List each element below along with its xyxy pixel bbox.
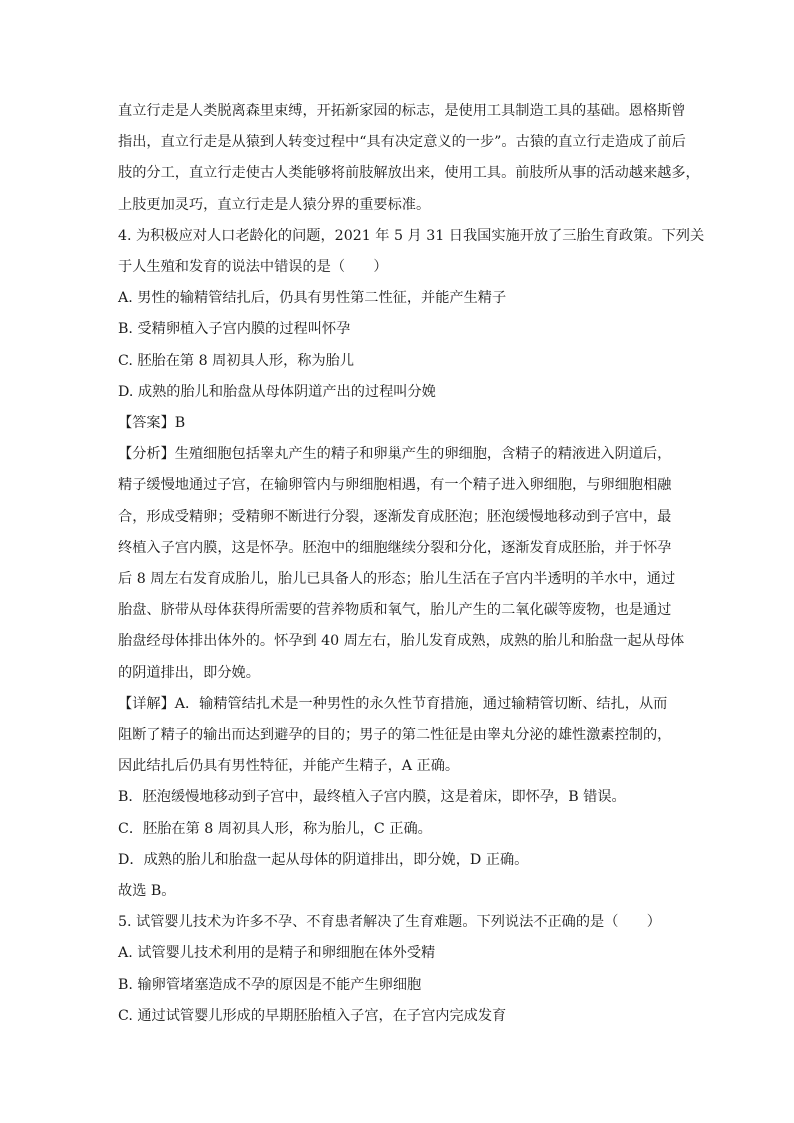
detail-paragraph	[118, 689, 708, 907]
option-c: C. 胚胎在第 8 周初具人形，称为胎儿	[118, 352, 355, 369]
question-stem-line: 于人生殖和发育的说法中错误的是（ ）	[118, 259, 388, 276]
detail-line: 阻断了精子的输出而达到避孕的目的；男子的第二性征是由睾丸分泌的雄性激素控制的，	[118, 727, 672, 744]
text-line: 指出，直立行走是从猿到人转变过程中“具有决定意义的一步”。古猿的直立行走造成了前后	[118, 134, 686, 151]
question-5	[118, 907, 708, 1032]
detail-line: 故选 B。	[118, 883, 176, 900]
option-d: D. 成熟的胎儿和胎盘从母体阴道产出的过程叫分娩	[118, 383, 436, 400]
option-b: B. 受精卵植入子宫内膜的过程叫怀孕	[118, 321, 351, 338]
analysis-line: 合，形成受精卵；受精卵不断进行分裂，逐渐发育成胚泡；胚泡缓慢地移动到子宫中，最	[118, 508, 672, 525]
analysis-line: 胎盘、脐带从母体获得所需要的营养物质和氧气，胎儿产生的二氧化碳等废物，也是通过	[118, 602, 672, 619]
intro-paragraph	[118, 96, 708, 221]
analysis-line: 后 8 周左右发育成胎儿，胎儿已具备人的形态；胎儿生活在子宫内半透明的羊水中，通过	[118, 571, 676, 588]
question-stem-line: 4. 为积极应对人口老龄化的问题，2021 年 5 月 31 日我国实施开放了三胎生育政策。下列关	[118, 227, 705, 244]
analysis-line: 精子缓慢地通过子宫，在输卵管内与卵细胞相遇，有一个精子进入卵细胞，与卵细胞相融	[118, 477, 672, 494]
text-line: 上肢更加灵巧，直立行走是人猿分界的重要标准。	[118, 196, 431, 213]
option-a: A. 试管婴儿技术利用的是精子和卵细胞在体外受精	[118, 945, 436, 962]
analysis-line: 的阴道排出，即分娩。	[118, 664, 260, 681]
analysis-line: 胎盘经母体排出体外的。怀孕到 40 周左右，胎儿发育成熟，成熟的胎儿和胎盘一起从母体	[118, 633, 685, 650]
detail-line: 【详解】A．输精管结扎术是一种男性的永久性节育措施，通过输精管切断、结扎，从而	[118, 695, 668, 712]
document-page	[118, 96, 708, 1032]
detail-line: C．胚胎在第 8 周初具人形，称为胎儿，C 正确。	[118, 820, 432, 837]
option-a: A. 男性的输精管结扎后，仍具有男性第二性征，并能产生精子	[118, 290, 507, 307]
answer-line: 【答案】B	[118, 415, 186, 432]
text-line: 直立行走是人类脱离森里束缚，开拓新家园的标志，是使用工具制造工具的基础。恩格斯曾	[118, 103, 686, 119]
text-line: 肢的分工，直立行走使古人类能够将前肢解放出来，使用工具。前肢所从事的活动越来越多，	[118, 165, 700, 182]
detail-line: B．胚泡缓慢地移动到子宫中，最终植入子宫内膜，这是着床，即怀孕，B 错误。	[118, 789, 626, 806]
question-stem-line: 5. 试管婴儿技术为许多不孕、不育患者解决了生育难题。下列说法不正确的是（ ）	[118, 914, 661, 931]
option-c: C. 通过试管婴儿形成的早期胚胎植入子宫，在子宫内完成发育	[118, 1007, 507, 1024]
detail-line: 因此结扎后仍具有男性特征，并能产生精子，A 正确。	[118, 758, 460, 775]
analysis-line: 【分析】生殖细胞包括睾丸产生的精子和卵巢产生的卵细胞，含精子的精液进入阴道后，	[118, 446, 672, 463]
detail-line: D．成熟的胎儿和胎盘一起从母体的阴道排出，即分娩，D 正确。	[118, 851, 529, 868]
question-4	[118, 221, 708, 907]
analysis-line: 终植入子宫内膜，这是怀孕。胚泡中的细胞继续分裂和分化，逐渐发育成胚胎，并于怀孕	[118, 539, 672, 556]
option-b: B. 输卵管堵塞造成不孕的原因是不能产生卵细胞	[118, 976, 422, 993]
analysis-paragraph	[118, 439, 708, 689]
